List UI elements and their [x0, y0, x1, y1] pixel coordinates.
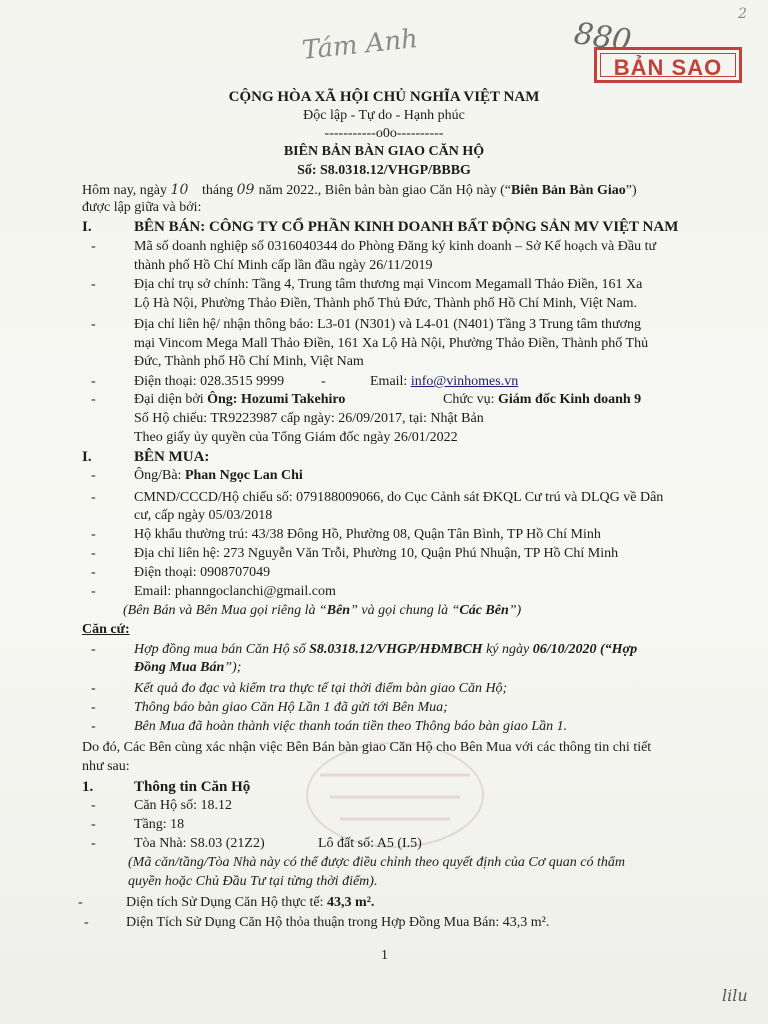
dash: - — [91, 719, 96, 734]
apartment-lot: Lô đất số: A5 (I.5) — [318, 836, 422, 851]
dash: - — [91, 565, 96, 580]
conclusion-line-2: như sau: — [82, 759, 130, 774]
apartment-number: 1. — [82, 779, 94, 795]
buyer-name-line — [134, 467, 303, 485]
dash: - — [91, 490, 96, 505]
parties-note — [123, 602, 521, 620]
seller-reg-2: thành phố Hồ Chí Minh cấp lần đầu ngày 26/11/2019 — [134, 258, 433, 273]
motto: Độc lập - Tự do - Hạnh phúc — [303, 108, 465, 123]
phone-dash: - — [321, 374, 326, 389]
seller-email-label: Email: — [370, 374, 408, 389]
intro-line — [82, 181, 637, 200]
seller-hq-1: Địa chỉ trụ sở chính: Tầng 4, Trung tâm thương mại Vincom Megamall Thảo Điền, 161 Xa — [134, 277, 643, 292]
buyer-name-label: Ông/Bà: — [134, 468, 182, 483]
dash: - — [91, 374, 96, 389]
buyer-phone: Điện thoại: 0908707049 — [134, 565, 271, 580]
dash: - — [91, 239, 96, 254]
intro-month-label: tháng — [202, 183, 234, 198]
seller-hq-2: Lộ Hà Nội, Phường Thảo Điền, Thành phố Thủ Đức, Thành phố Hồ Chí Minh, Việt Nam. — [134, 296, 638, 311]
seller-contact-1: Địa chỉ liên hệ/ nhận thông báo: L3-01 (N301) và L4-01 (N401) Tầng 3 Trung tâm thương — [134, 317, 641, 332]
page-initials: lilu — [722, 986, 748, 1005]
basis-contract-name: (“Hợp — [600, 642, 638, 657]
dash: - — [91, 392, 96, 407]
buyer-number: I. — [82, 449, 92, 465]
seller-representative — [134, 391, 345, 409]
dash: - — [91, 836, 96, 851]
basis-item-3: Thông báo bàn giao Căn Hộ Lần 1 đã gửi tới Bên Mua; — [134, 700, 448, 715]
seller-email-link[interactable]: info@vinhomes.vn — [410, 374, 519, 389]
apartment-building: Tòa Nhà: S8.03 (21Z2) — [134, 836, 265, 851]
seller-number: I. — [82, 219, 92, 235]
buyer-id-2: cư, cấp ngày 05/03/2018 — [134, 508, 273, 523]
basis-contract-name-2: Đồng Mua Bán — [134, 660, 225, 675]
parties-note-text: ”) — [508, 603, 522, 618]
rep-label: Đại diện bởi — [134, 392, 204, 407]
intro-prefix: Hôm nay, ngày — [82, 183, 168, 198]
handwritten-scribble: Tám Anh — [300, 24, 420, 66]
parties-note-text: (Bên Bán và Bên Mua gọi riêng là “ — [123, 603, 327, 618]
basis-heading: Căn cứ: — [82, 622, 130, 637]
dash: - — [91, 468, 96, 483]
basis-contract-mid: ký ngày — [486, 642, 530, 657]
document-title: BIÊN BẢN BÀN GIAO CĂN HỘ — [283, 144, 485, 159]
dash: - — [91, 817, 96, 832]
header-separator: -----------o0o---------- — [324, 126, 444, 141]
basis-contract-date: 06/10/2020 — [532, 642, 597, 657]
conclusion-line-1: Do đó, Các Bên cùng xác nhận việc Bên Bán bàn giao Căn Hộ cho Bên Mua với các thông tin chi tiết — [82, 740, 652, 755]
dash: - — [84, 915, 89, 930]
buyer-id-1: CMND/CCCD/Hộ chiếu số: 079188009066, do Cục Cảnh sát ĐKQL Cư trú và DLQG về Dân — [134, 490, 664, 505]
dash: - — [91, 584, 96, 599]
position-value: Giám đốc Kinh doanh 9 — [498, 392, 642, 407]
buyer-name: Phan Ngọc Lan Chi — [184, 468, 303, 483]
dash: - — [91, 317, 96, 332]
apartment-floor: Tầng: 18 — [134, 817, 185, 832]
actual-area-value: 43,3 m². — [327, 895, 375, 910]
basis-contract-line-1 — [134, 641, 637, 659]
copy-stamp: BẢN SAO — [594, 47, 742, 83]
apartment-contract-area: Diện Tích Sử Dụng Căn Hộ thỏa thuận trong Hợp Đồng Mua Bán: 43,3 m². — [126, 915, 550, 930]
buyer-residence: Hộ khẩu thường trú: 43/38 Đông Hồ, Phường 08, Quận Tân Bình, TP Hồ Chí Minh — [134, 527, 601, 542]
basis-contract-number: S8.0318.12/VHGP/HĐMBCH — [309, 642, 483, 657]
buyer-heading: BÊN MUA: — [134, 449, 210, 465]
basis-contract-pre: Hợp đồng mua bán Căn Hộ số — [134, 642, 306, 657]
page-number: 1 — [381, 948, 388, 963]
apartment-note-2: quyền hoặc Chủ Đầu Tư tại từng thời điểm). — [128, 874, 378, 889]
handwritten-number: 880 — [571, 16, 634, 59]
seller-position — [443, 391, 641, 409]
document-number: Số: S8.0318.12/VHGP/BBBG — [297, 163, 471, 178]
basis-contract-line-2 — [134, 659, 241, 677]
basis-contract-end: ”); — [224, 660, 242, 675]
intro-month: 09 — [236, 182, 255, 198]
intro-suffix: ”) — [625, 183, 637, 198]
seller-phone: Điện thoại: 028.3515 9999 — [134, 374, 285, 389]
dash: - — [78, 895, 83, 910]
dash: - — [91, 527, 96, 542]
apartment-actual-area — [126, 894, 374, 912]
rep-name: Ông: Hozumi Takehiro — [207, 392, 346, 407]
parties-note-ben: Bên — [326, 603, 351, 618]
intro-doc-name: Biên Bản Bàn Giao — [510, 183, 626, 198]
basis-item-2: Kết quả đo đạc và kiểm tra thực tế tại thời điểm bàn giao Căn Hộ; — [134, 681, 508, 696]
seller-contact-3: Đức, Thành phố Hồ Chí Minh, Việt Nam — [134, 354, 364, 369]
dash: - — [91, 277, 96, 292]
parties-note-text: ” và gọi chung là “ — [350, 603, 460, 618]
dash: - — [91, 700, 96, 715]
actual-area-label: Diện tích Sử Dụng Căn Hộ thực tế: — [126, 895, 324, 910]
apartment-note-1: (Mã căn/tầng/Tòa Nhà này có thể được điều chỉnh theo quyết định của Cơ quan có thẩm — [128, 855, 625, 870]
dash: - — [91, 681, 96, 696]
seller-heading: BÊN BÁN: CÔNG TY CỔ PHẦN KINH DOANH BẤT ĐỘNG SẢN MV VIỆT NAM — [134, 219, 679, 235]
seller-authorization: Theo giấy ủy quyền của Tổng Giám đốc ngày 26/01/2022 — [134, 430, 458, 445]
basis-item-4: Bên Mua đã hoàn thành việc thanh toán tiền theo Thông báo bàn giao Lần 1. — [134, 719, 568, 734]
republic-heading: CỘNG HÒA XÃ HỘI CHỦ NGHĨA VIỆT NAM — [228, 89, 540, 105]
seller-email — [370, 373, 518, 391]
dash: - — [91, 546, 96, 561]
corner-mark: 2 — [738, 6, 747, 22]
apartment-heading: Thông tin Căn Hộ — [134, 779, 251, 795]
intro-day: 10 — [170, 182, 189, 198]
buyer-address: Địa chỉ liên hệ: 273 Nguyễn Văn Trỗi, Phường 10, Quận Phú Nhuận, TP Hồ Chí Minh — [134, 546, 619, 561]
dash: - — [91, 798, 96, 813]
parties-note-cac-ben: Các Bên — [459, 603, 509, 618]
seller-reg-1: Mã số doanh nghiệp số 0316040344 do Phòng Đăng ký kinh doanh – Sở Kế hoạch và Đầu tư — [134, 239, 657, 254]
dash: - — [91, 642, 96, 657]
intro-year: năm 2022., Biên bản bàn giao Căn Hộ này (“ — [258, 183, 511, 198]
seller-passport: Số Hộ chiếu: TR9223987 cấp ngày: 26/09/2017, tại: Nhật Bản — [134, 411, 484, 426]
apartment-unit: Căn Hộ số: 18.12 — [134, 798, 232, 813]
position-label: Chức vụ: — [443, 392, 495, 407]
seller-contact-2: mại Vincom Mega Mall Thảo Điền, 161 Xa Lộ Hà Nội, Phường Thảo Điền, Thành phố Thủ — [134, 336, 649, 351]
intro-line-2: được lập giữa và bởi: — [82, 200, 202, 215]
buyer-email: Email: phanngoclanchi@gmail.com — [134, 584, 336, 599]
